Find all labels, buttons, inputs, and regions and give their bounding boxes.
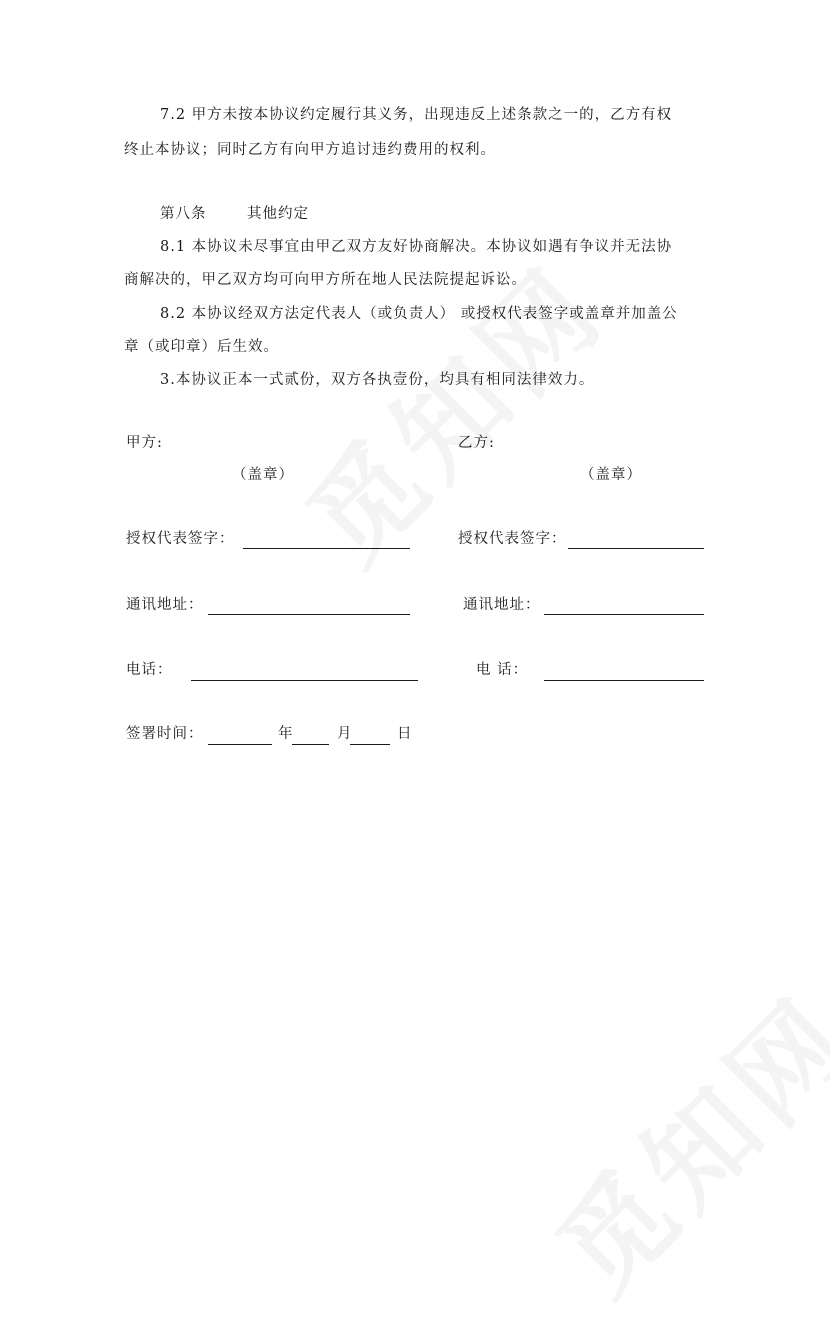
date-label: 签署时间： xyxy=(126,726,204,742)
date-month-line[interactable] xyxy=(292,744,329,745)
party-a-rep-label: 授权代表签字： xyxy=(126,531,235,547)
clause-8-1-line1: 8.1 本协议未尽事宜由甲乙双方友好协商解决。本协议如遇有争议并无法协 xyxy=(160,239,673,255)
date-month-label: 月 xyxy=(337,726,353,742)
party-a-phone-label: 电话： xyxy=(126,662,173,678)
party-b-phone-label: 电 话： xyxy=(476,662,529,678)
party-a-label: 甲方: xyxy=(126,435,163,451)
clause-8-heading-number: 第八条 xyxy=(160,206,207,222)
party-b-rep-label: 授权代表签字： xyxy=(458,531,567,547)
clause-8-2-line1: 8.2 本协议经双方法定代表人（或负责人） 或授权代表签字或盖章并加盖公 xyxy=(160,306,678,322)
date-year-line[interactable] xyxy=(208,744,272,745)
party-b-address-line[interactable] xyxy=(544,614,704,615)
date-day-label: 日 xyxy=(397,726,413,742)
date-day-line[interactable] xyxy=(350,744,390,745)
party-b-label: 乙方: xyxy=(458,435,495,451)
date-year-label: 年 xyxy=(278,726,294,742)
clause-8-1-line2: 商解决的，甲乙双方均可向甲方所在地人民法院提起诉讼。 xyxy=(124,272,527,288)
party-a-phone-line[interactable] xyxy=(191,680,418,681)
party-b-seal: （盖章） xyxy=(580,467,642,483)
party-b-rep-signature-line[interactable] xyxy=(568,548,704,549)
watermark-bottom xyxy=(517,956,830,1322)
party-a-address-line[interactable] xyxy=(208,614,410,615)
party-a-address-label: 通讯地址： xyxy=(126,597,204,613)
party-a-rep-signature-line[interactable] xyxy=(243,548,410,549)
party-a-seal: （盖章） xyxy=(232,467,294,483)
clause-8-2-line2: 章（或印章）后生效。 xyxy=(124,339,279,355)
clause-3: 3.本协议正本一式贰份，双方各执壹份，均具有相同法律效力。 xyxy=(160,372,595,388)
clause-7-2-line2: 终止本协议；同时乙方有向甲方追讨违约费用的权利。 xyxy=(124,142,496,158)
party-b-address-label: 通讯地址： xyxy=(463,597,541,613)
clause-8-heading-title: 其他约定 xyxy=(247,206,309,222)
party-b-phone-line[interactable] xyxy=(544,680,704,681)
clause-7-2-line1: 7.2 甲方未按本协议约定履行其义务，出现违反上述条款之一的，乙方有权 xyxy=(160,107,673,123)
